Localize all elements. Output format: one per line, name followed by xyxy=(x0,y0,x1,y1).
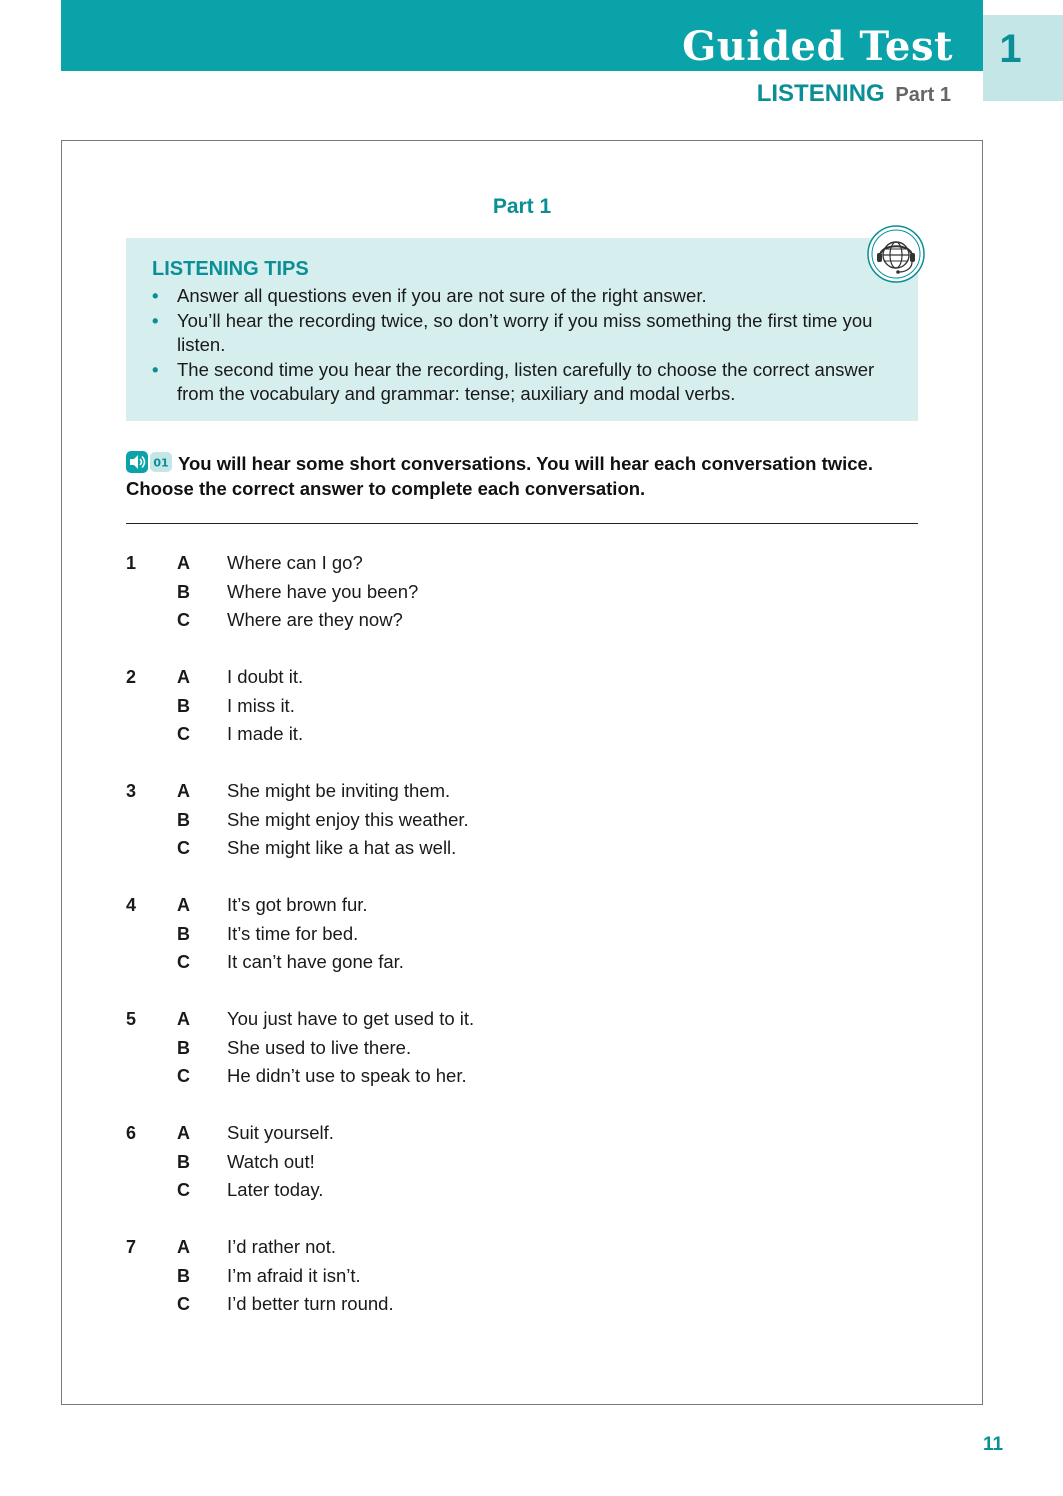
bullet-icon: • xyxy=(152,285,159,306)
option-text: Suit yourself. xyxy=(227,1122,334,1143)
tips-title: LISTENING TIPS xyxy=(152,258,309,280)
option-letter: C xyxy=(177,1180,190,1200)
track-number: 01 xyxy=(153,456,169,470)
page-number: 11 xyxy=(983,1434,1004,1455)
option-text: She might like a hat as well. xyxy=(227,837,457,858)
question-number: 1 xyxy=(126,553,137,573)
tip-item xyxy=(152,358,912,407)
option-text: I doubt it. xyxy=(227,666,304,687)
option-letter: B xyxy=(177,1151,190,1172)
question-number: 5 xyxy=(126,1009,137,1029)
option-text: You just have to get used to it. xyxy=(227,1008,475,1029)
option-text: It’s got brown fur. xyxy=(227,894,368,915)
test-content-box xyxy=(61,140,983,1405)
option-letter: C xyxy=(177,952,190,972)
tip-item xyxy=(152,284,912,309)
option-text: It can’t have gone far. xyxy=(227,951,404,972)
option-text: She might be inviting them. xyxy=(227,780,451,801)
question-number: 2 xyxy=(126,667,137,687)
option-letter: A xyxy=(177,667,190,687)
divider xyxy=(126,523,918,524)
question-number: 7 xyxy=(126,1237,137,1257)
globe-headset-icon xyxy=(867,225,925,283)
option-text: It’s time for bed. xyxy=(227,922,359,944)
tip-text: The second time you hear the recording, listen carefully to choose the correct answer from the vocabulary and grammar: tense; auxiliary and modal verbs. xyxy=(177,358,875,404)
question-number: 6 xyxy=(126,1123,137,1143)
option-letter: B xyxy=(177,695,190,716)
question-number: 4 xyxy=(126,895,137,915)
option-text: Watch out! xyxy=(227,1150,315,1172)
tip-item xyxy=(152,309,912,358)
section-part: Part 1 xyxy=(895,84,951,106)
option-letter: B xyxy=(177,581,190,602)
bullet-icon: • xyxy=(152,358,159,380)
option-text: Later today. xyxy=(227,1179,324,1200)
option-letter: A xyxy=(177,1123,190,1143)
option-letter: C xyxy=(177,1066,190,1086)
option-letter: A xyxy=(177,553,190,573)
option-text: He didn’t use to speak to her. xyxy=(227,1065,467,1086)
tip-text: You’ll hear the recording twice, so don’t worry if you miss something the first time you listen. xyxy=(177,309,873,355)
option-text: I’m afraid it isn’t. xyxy=(227,1264,361,1286)
option-text: I miss it. xyxy=(227,694,295,716)
option-text: She used to live there. xyxy=(227,1036,412,1058)
listening-tips-box xyxy=(126,238,918,421)
section-label xyxy=(757,80,951,108)
option-text: I’d better turn round. xyxy=(227,1293,394,1314)
option-letter: C xyxy=(177,1294,190,1314)
test-number-tab xyxy=(983,15,1063,101)
option-letter: C xyxy=(177,610,190,630)
option-text: Where can I go? xyxy=(227,552,363,573)
option-letter: B xyxy=(177,1037,190,1058)
test-number: 1 xyxy=(999,27,1022,71)
question-number: 3 xyxy=(126,781,137,801)
option-letter: B xyxy=(177,923,190,944)
option-text: Where have you been? xyxy=(227,580,419,602)
tips-list xyxy=(152,284,912,407)
option-letter: A xyxy=(177,895,190,915)
option-text: Where are they now? xyxy=(227,609,403,630)
option-letter: C xyxy=(177,724,190,744)
option-letter: B xyxy=(177,809,190,830)
part-heading: Part 1 xyxy=(492,195,552,218)
option-text: I made it. xyxy=(227,723,304,744)
option-letter: B xyxy=(177,1265,190,1286)
option-letter: A xyxy=(177,1237,190,1257)
option-letter: A xyxy=(177,1009,190,1029)
option-letter: C xyxy=(177,838,190,858)
section-name: LISTENING xyxy=(756,80,885,107)
option-text: I’d rather not. xyxy=(227,1236,337,1257)
instruction-text: You will hear some short conversations. You will hear each conversation twice. Choose the correct answer to complete each conversation. xyxy=(126,453,873,499)
bullet-icon: • xyxy=(152,309,159,331)
page-title: Guided Test xyxy=(682,23,953,70)
instruction xyxy=(126,451,926,501)
option-text: She might enjoy this weather. xyxy=(227,808,469,830)
tip-text: Answer all questions even if you are not sure of the right answer. xyxy=(177,285,707,306)
audio-track-badge[interactable] xyxy=(126,451,172,473)
option-letter: A xyxy=(177,781,190,801)
